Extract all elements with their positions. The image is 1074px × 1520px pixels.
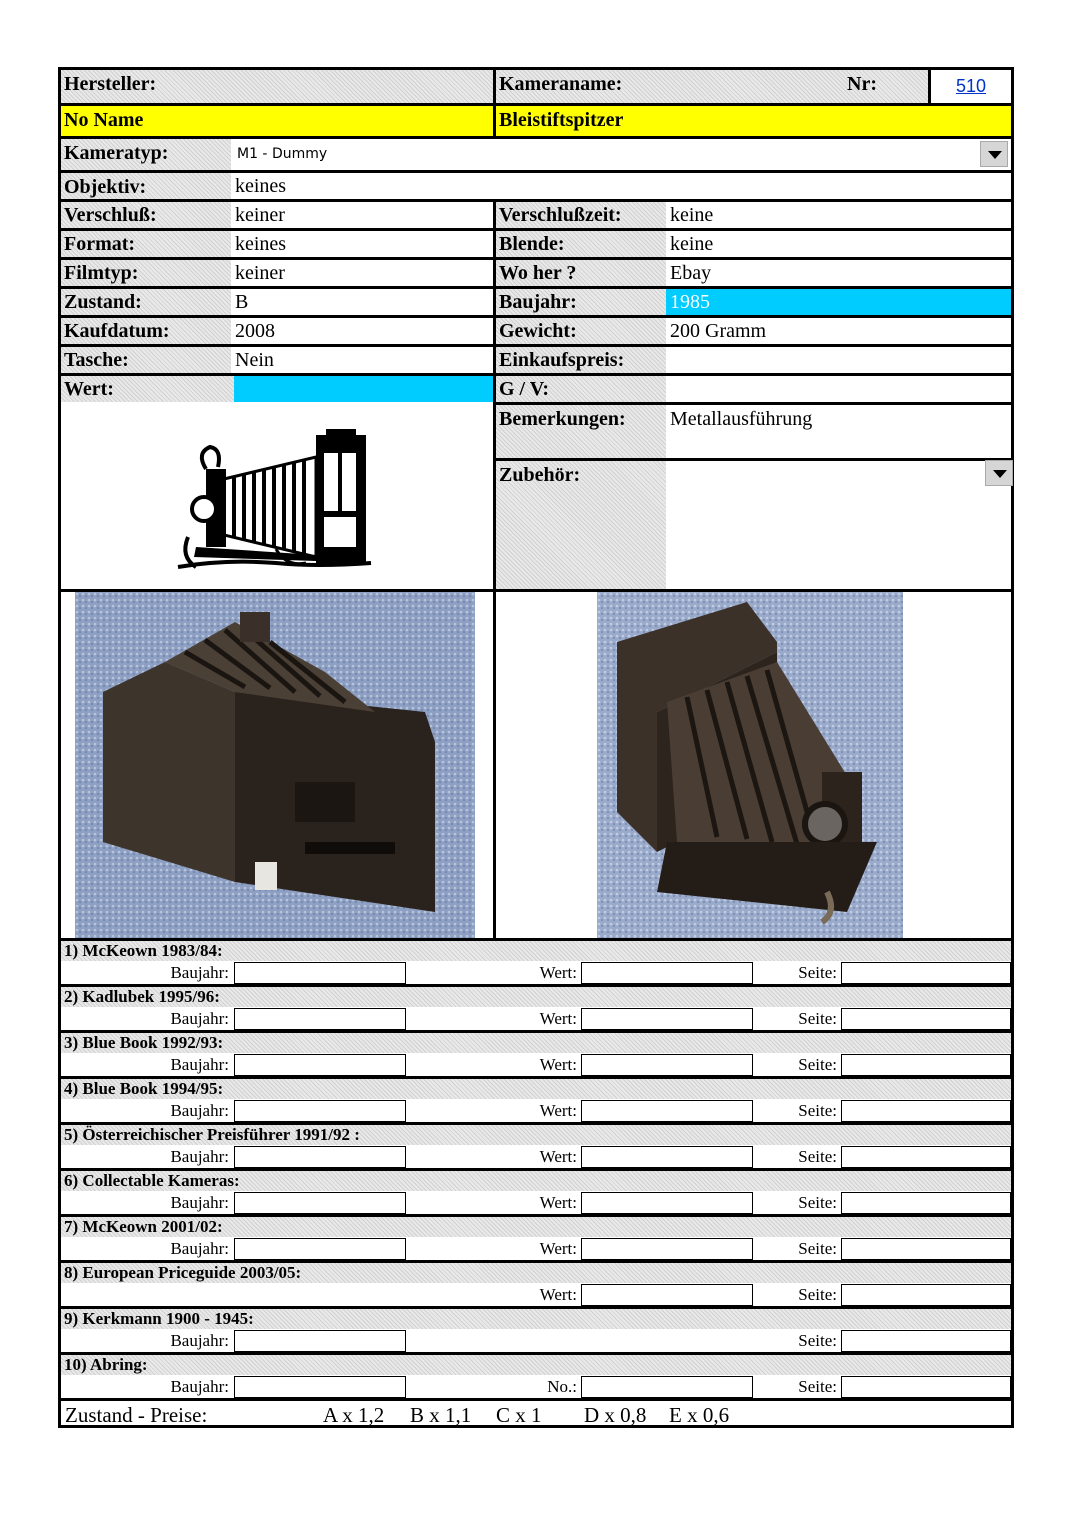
reference-field-input[interactable] <box>841 1330 1011 1352</box>
reference-field-input[interactable] <box>841 962 1011 984</box>
verschlusszeit-label: Verschlußzeit: <box>496 202 666 228</box>
kaufdatum-label: Kaufdatum: <box>61 318 231 344</box>
reference-field-input[interactable] <box>841 1008 1011 1030</box>
filmtyp-value: keiner <box>235 262 285 284</box>
reference-field-input[interactable] <box>841 1376 1011 1398</box>
reference-field-label: Seite: <box>798 1331 837 1350</box>
reference-title: 6) Collectable Kameras: <box>61 1171 1011 1191</box>
filmtyp-label: Filmtyp: <box>61 260 231 286</box>
reference-field-input[interactable] <box>234 1146 406 1168</box>
reference-title: 2) Kadlubek 1995/96: <box>61 987 1011 1007</box>
objektiv-value: keines <box>235 175 287 197</box>
reference-field-label: Baujahr: <box>170 1009 229 1028</box>
hersteller-label: Hersteller: <box>61 70 493 103</box>
chevron-down-icon[interactable] <box>980 141 1008 167</box>
zubehoer-dropdown-icon[interactable] <box>985 460 1013 486</box>
gv-value <box>666 376 1011 402</box>
reference-field-label: Seite: <box>798 1239 837 1258</box>
nr-link[interactable]: 510 <box>955 76 987 96</box>
reference-field-label: Baujahr: <box>170 1101 229 1120</box>
reference-title: 1) McKeown 1983/84: <box>61 941 1011 961</box>
factor-b: B x 1,1 <box>410 1403 472 1427</box>
reference-field-label: Seite: <box>798 1009 837 1028</box>
zustand-preise-row <box>61 1402 1011 1428</box>
reference-field-input[interactable] <box>234 1330 406 1352</box>
tasche-label: Tasche: <box>61 347 231 373</box>
verschluss-label: Verschluß: <box>61 202 231 228</box>
wert-value <box>234 376 493 402</box>
folding-camera-icon <box>166 417 386 577</box>
baujahr-label: Baujahr: <box>496 289 666 315</box>
reference-field-input[interactable] <box>234 1238 406 1260</box>
reference-field-label: Wert: <box>539 963 577 982</box>
reference-field-label: Wert: <box>539 1239 577 1258</box>
kameraname-label: Kameraname: <box>496 70 928 103</box>
reference-field-label: Wert: <box>539 1009 577 1028</box>
reference-field-label: Seite: <box>798 963 837 982</box>
photo-side <box>597 592 903 938</box>
reference-field-input[interactable] <box>841 1238 1011 1260</box>
hersteller-value: No Name <box>61 106 493 136</box>
woher-value: Ebay <box>670 262 712 284</box>
zubehoer-value[interactable] <box>666 461 1011 589</box>
zustand-label: Zustand: <box>61 289 231 315</box>
reference-field-label: Seite: <box>798 1101 837 1120</box>
format-label: Format: <box>61 231 231 257</box>
factor-c: C x 1 <box>496 1403 542 1427</box>
reference-field-label: Baujahr: <box>170 1331 229 1350</box>
reference-field-label: Baujahr: <box>170 963 229 982</box>
reference-field-label: Baujahr: <box>170 1055 229 1074</box>
tasche-value: Nein <box>235 349 274 371</box>
blende-value: keine <box>670 233 714 255</box>
reference-field-label: Baujahr: <box>170 1147 229 1166</box>
gv-label: G / V: <box>496 376 666 402</box>
reference-field-input[interactable] <box>234 1054 406 1076</box>
reference-title: 3) Blue Book 1992/93: <box>61 1033 1011 1053</box>
reference-field-label: Wert: <box>539 1055 577 1074</box>
reference-field-label: Seite: <box>798 1285 837 1304</box>
format-value: keines <box>235 233 287 255</box>
blende-label: Blende: <box>496 231 666 257</box>
reference-field-label: Wert: <box>539 1285 577 1304</box>
bemerkungen-label: Bemerkungen: <box>496 405 666 458</box>
reference-field-label: Wert: <box>539 1193 577 1212</box>
reference-title: 10) Abring: <box>61 1355 1011 1375</box>
reference-field-input[interactable] <box>841 1100 1011 1122</box>
reference-field-label: Wert: <box>539 1147 577 1166</box>
reference-field-label: Seite: <box>798 1377 837 1396</box>
reference-field-input[interactable] <box>841 1284 1011 1306</box>
einkaufspreis-value <box>666 347 1011 373</box>
verschluss-value: keiner <box>235 204 285 226</box>
gewicht-label: Gewicht: <box>496 318 666 344</box>
zustand-preise-label: Zustand - Preise: <box>65 1403 208 1427</box>
reference-field-input[interactable] <box>841 1146 1011 1168</box>
kameratyp-label: Kameratyp: <box>61 139 231 170</box>
camera-record-sheet <box>58 67 1014 1428</box>
reference-field-label: Baujahr: <box>170 1377 229 1396</box>
reference-title: 5) Österreichischer Preisführer 1991/92 : <box>61 1125 1011 1145</box>
baujahr-value: 1985 <box>666 289 1011 315</box>
factor-e: E x 0,6 <box>669 1403 730 1427</box>
reference-field-input[interactable] <box>841 1054 1011 1076</box>
factor-d: D x 0,8 <box>584 1403 647 1427</box>
factor-a: A x 1,2 <box>323 1403 385 1427</box>
reference-field-label: Baujahr: <box>170 1193 229 1212</box>
kameratyp-select[interactable]: M1 - Dummy <box>231 139 1011 170</box>
reference-field-input[interactable] <box>234 1376 406 1398</box>
bemerkungen-value: Metallausführung <box>670 408 813 430</box>
reference-title: 4) Blue Book 1994/95: <box>61 1079 1011 1099</box>
reference-field-label: Baujahr: <box>170 1239 229 1258</box>
reference-field-label: Wert: <box>539 1101 577 1120</box>
reference-field-input[interactable] <box>234 1008 406 1030</box>
reference-title: 7) McKeown 2001/02: <box>61 1217 1011 1237</box>
reference-field-label: No.: <box>547 1377 577 1396</box>
nr-label: Nr: <box>847 73 877 95</box>
reference-field-label: Seite: <box>798 1055 837 1074</box>
reference-field-input[interactable] <box>841 1192 1011 1214</box>
kameraname-value: Bleistiftspitzer <box>496 106 1011 136</box>
reference-title: 8) European Priceguide 2003/05: <box>61 1263 1011 1283</box>
verschlusszeit-value: keine <box>670 204 714 226</box>
zubehoer-label: Zubehör: <box>496 461 666 589</box>
zustand-value: B <box>235 291 249 313</box>
reference-field-label: Seite: <box>798 1193 837 1212</box>
photo-front <box>75 592 475 938</box>
gewicht-value: 200 Gramm <box>670 320 767 342</box>
objektiv-label: Objektiv: <box>61 173 231 199</box>
kaufdatum-value: 2008 <box>235 320 275 342</box>
reference-field-input[interactable] <box>234 1100 406 1122</box>
reference-title: 9) Kerkmann 1900 - 1945: <box>61 1309 1011 1329</box>
nr-value-cell <box>928 70 1011 103</box>
reference-field-input[interactable] <box>234 1192 406 1214</box>
reference-field-label: Seite: <box>798 1147 837 1166</box>
woher-label: Wo her ? <box>496 260 666 286</box>
reference-field-input[interactable] <box>234 962 406 984</box>
einkaufspreis-label: Einkaufspreis: <box>496 347 666 373</box>
wert-label: Wert: <box>61 376 493 402</box>
